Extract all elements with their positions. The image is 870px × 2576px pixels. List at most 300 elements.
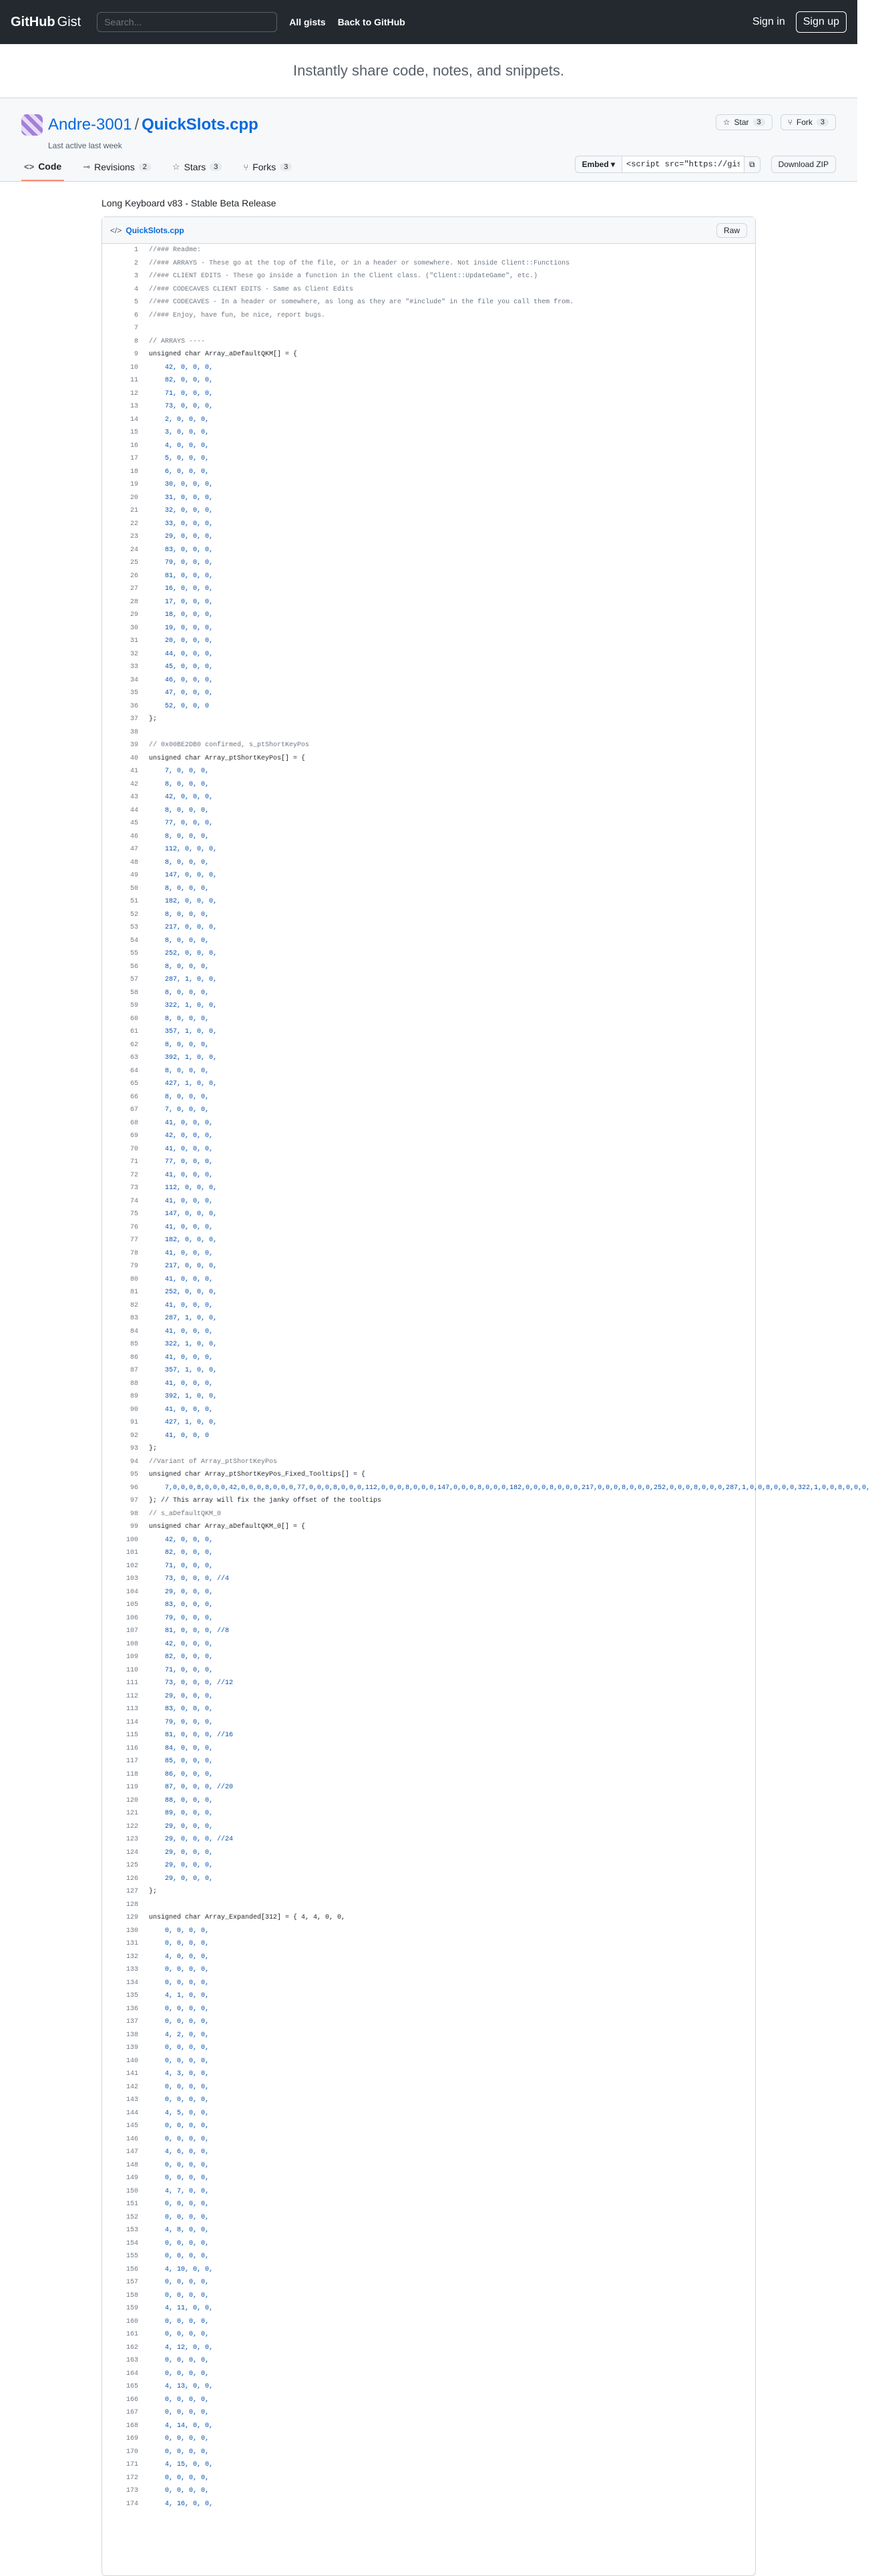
line-number[interactable]: 123: [126, 1836, 138, 1843]
line-number[interactable]: 46: [130, 832, 138, 840]
line-number[interactable]: 148: [126, 2161, 138, 2169]
line-number[interactable]: 10: [130, 363, 138, 371]
line-content: 29, 0, 0, 0,: [149, 533, 214, 540]
code-line: [102, 530, 755, 544]
line-number[interactable]: 85: [130, 1341, 138, 1348]
line-number[interactable]: 107: [126, 1627, 138, 1635]
line-number[interactable]: 40: [130, 754, 138, 762]
line-content: 16, 0, 0, 0,: [149, 585, 214, 593]
line-number[interactable]: 143: [126, 2096, 138, 2104]
embed-url-input[interactable]: [622, 156, 744, 173]
line-number[interactable]: 35: [130, 689, 138, 697]
line-number[interactable]: 118: [126, 1770, 138, 1778]
line-number[interactable]: 4: [134, 285, 138, 293]
line-number[interactable]: 42: [130, 780, 138, 788]
line-number[interactable]: 87: [130, 1367, 138, 1374]
line-number[interactable]: 135: [126, 1992, 138, 1999]
line-number[interactable]: 67: [130, 1106, 138, 1114]
line-content: 81, 0, 0, 0, //16: [149, 1732, 234, 1739]
code-line: [102, 1299, 755, 1313]
code-line: [102, 726, 755, 740]
line-number[interactable]: 80: [130, 1275, 138, 1283]
line-number[interactable]: 44: [130, 806, 138, 814]
line-number[interactable]: 83: [130, 1315, 138, 1322]
code-line: [102, 778, 755, 792]
line-number[interactable]: 144: [126, 2109, 138, 2117]
code-line: [102, 1416, 755, 1430]
line-number[interactable]: 109: [126, 1653, 138, 1661]
line-number[interactable]: 22: [130, 520, 138, 528]
star-label: Star: [734, 118, 749, 127]
line-number[interactable]: 45: [130, 820, 138, 827]
line-number[interactable]: 116: [126, 1744, 138, 1752]
line-content: 42, 0, 0, 0,: [149, 1640, 214, 1648]
line-number[interactable]: 17: [130, 455, 138, 462]
code-line: [102, 1873, 755, 1886]
line-number[interactable]: 141: [126, 2070, 138, 2078]
gist-filename-link[interactable]: QuickSlots.cpp: [142, 116, 258, 134]
line-number[interactable]: 28: [130, 598, 138, 606]
line-number[interactable]: 34: [130, 676, 138, 684]
github-gist-logo[interactable]: [11, 15, 81, 30]
line-number[interactable]: 63: [130, 1054, 138, 1062]
line-number[interactable]: 20: [130, 494, 138, 502]
tab-stars[interactable]: [170, 156, 224, 181]
line-content: //### ARRAYS - These go at the top of the file, or in a header or somewhere. Not inside Client::Functions: [149, 259, 570, 267]
file-header: [102, 217, 755, 244]
line-number[interactable]: 170: [126, 2448, 138, 2456]
line-number[interactable]: 1: [134, 247, 138, 254]
line-number[interactable]: 105: [126, 1601, 138, 1609]
line-content: 5, 0, 0, 0,: [149, 455, 210, 462]
line-number[interactable]: 115: [126, 1732, 138, 1739]
line-content: 0, 0, 0, 0,: [149, 1979, 210, 1987]
line-number[interactable]: 156: [126, 2265, 138, 2273]
line-number[interactable]: 61: [130, 1028, 138, 1035]
tab-revisions[interactable]: [80, 156, 154, 181]
line-number[interactable]: 125: [126, 1862, 138, 1869]
raw-button[interactable]: Raw: [716, 223, 747, 238]
nav-back-to-github[interactable]: Back to GitHub: [337, 17, 405, 27]
line-number[interactable]: 139: [126, 2044, 138, 2052]
line-number[interactable]: 68: [130, 1119, 138, 1127]
line-number[interactable]: 127: [126, 1888, 138, 1895]
line-number[interactable]: 164: [126, 2370, 138, 2378]
line-content: 79, 0, 0, 0,: [149, 559, 214, 567]
code-line: [102, 1781, 755, 1794]
line-number[interactable]: 37: [130, 715, 138, 723]
line-number[interactable]: 71: [130, 1158, 138, 1166]
line-number[interactable]: 152: [126, 2213, 138, 2221]
line-number[interactable]: 88: [130, 1380, 138, 1388]
line-number[interactable]: 145: [126, 2122, 138, 2130]
line-content: 392, 1, 0, 0,: [149, 1054, 218, 1062]
line-number[interactable]: 33: [130, 663, 138, 671]
code-line: [102, 1586, 755, 1599]
line-number[interactable]: 166: [126, 2396, 138, 2404]
nav-all-gists[interactable]: All gists: [289, 17, 326, 27]
line-number[interactable]: 93: [130, 1445, 138, 1452]
line-content: 0, 0, 0, 0,: [149, 2044, 210, 2052]
code-line: [102, 2342, 755, 2355]
line-number[interactable]: 147: [126, 2148, 138, 2156]
line-number[interactable]: 70: [130, 1145, 138, 1153]
line-number[interactable]: 126: [126, 1875, 138, 1883]
code-line: [102, 1612, 755, 1625]
line-content: 4, 5, 0, 0,: [149, 2109, 210, 2117]
line-number[interactable]: 117: [126, 1758, 138, 1765]
line-number[interactable]: 162: [126, 2344, 138, 2352]
line-content: 81, 0, 0, 0,: [149, 572, 214, 580]
code-line: [102, 400, 755, 414]
line-number[interactable]: 73: [130, 1184, 138, 1192]
line-number[interactable]: 158: [126, 2291, 138, 2299]
code-line: [102, 804, 755, 818]
line-number[interactable]: 90: [130, 1406, 138, 1414]
line-content: 18, 0, 0, 0,: [149, 611, 214, 619]
line-number[interactable]: 150: [126, 2187, 138, 2195]
code-line: [102, 1977, 755, 1990]
line-content: 41, 0, 0, 0,: [149, 1223, 214, 1231]
line-number[interactable]: 8: [134, 337, 138, 345]
line-number[interactable]: 78: [130, 1249, 138, 1257]
line-number[interactable]: 3: [134, 273, 138, 280]
line-content: //### Enjoy, have fun, be nice, report bugs.: [149, 311, 326, 319]
line-content: };: [149, 715, 158, 723]
line-number[interactable]: 60: [130, 1015, 138, 1023]
line-number[interactable]: 131: [126, 1940, 138, 1947]
line-number[interactable]: 82: [130, 1301, 138, 1309]
line-number[interactable]: 18: [130, 468, 138, 476]
line-number[interactable]: 69: [130, 1132, 138, 1140]
code-line: [102, 1468, 755, 1482]
line-number[interactable]: 89: [130, 1393, 138, 1400]
line-number[interactable]: 75: [130, 1211, 138, 1218]
line-number[interactable]: 38: [130, 728, 138, 736]
line-number[interactable]: 79: [130, 1263, 138, 1270]
line-content: 42, 0, 0, 0,: [149, 363, 214, 371]
line-number[interactable]: 59: [130, 1002, 138, 1009]
line-number[interactable]: 92: [130, 1432, 138, 1440]
line-number[interactable]: 32: [130, 650, 138, 658]
line-number[interactable]: 169: [126, 2435, 138, 2442]
line-number[interactable]: 132: [126, 1953, 138, 1961]
line-number[interactable]: 168: [126, 2422, 138, 2430]
line-number[interactable]: 140: [126, 2057, 138, 2065]
line-content: 6, 0, 0, 0,: [149, 468, 210, 476]
line-number[interactable]: 159: [126, 2305, 138, 2312]
line-number[interactable]: 65: [130, 1080, 138, 1088]
line-content: 82, 0, 0, 0,: [149, 1653, 214, 1661]
line-number[interactable]: 106: [126, 1614, 138, 1622]
line-content: 4, 10, 0, 0,: [149, 2265, 214, 2273]
line-content: 83, 0, 0, 0,: [149, 1706, 214, 1713]
line-content: 29, 0, 0, 0,: [149, 1692, 214, 1700]
embed-bar: [575, 156, 836, 173]
line-content: 41, 0, 0, 0,: [149, 1119, 214, 1127]
line-number[interactable]: 81: [130, 1289, 138, 1296]
line-number[interactable]: 76: [130, 1223, 138, 1231]
code-line: [102, 374, 755, 387]
line-number[interactable]: 41: [130, 768, 138, 775]
line-content: 86, 0, 0, 0,: [149, 1770, 214, 1778]
download-zip-button[interactable]: Download ZIP: [771, 156, 836, 173]
line-number[interactable]: 52: [130, 911, 138, 919]
line-number[interactable]: 171: [126, 2461, 138, 2468]
line-content: 112, 0, 0, 0,: [149, 846, 218, 853]
line-number[interactable]: 173: [126, 2487, 138, 2494]
embed-dropdown[interactable]: [575, 156, 622, 173]
line-number[interactable]: 160: [126, 2317, 138, 2325]
code-line: [102, 296, 755, 309]
line-number[interactable]: 149: [126, 2175, 138, 2182]
line-content: 41, 0, 0, 0,: [149, 1406, 214, 1414]
code-line: [102, 1260, 755, 1273]
code-line: [102, 2406, 755, 2420]
line-number[interactable]: 13: [130, 403, 138, 410]
line-number[interactable]: 134: [126, 1979, 138, 1987]
line-number[interactable]: 48: [130, 858, 138, 866]
line-number[interactable]: 111: [126, 1679, 138, 1687]
line-content: 0, 0, 0, 0,: [149, 2357, 210, 2364]
line-number[interactable]: 94: [130, 1458, 138, 1466]
line-content: 41, 0, 0, 0,: [149, 1327, 214, 1335]
line-number[interactable]: 96: [130, 1484, 138, 1492]
line-number[interactable]: 137: [126, 2018, 138, 2026]
line-content: 0, 0, 0, 0,: [149, 2018, 210, 2026]
line-content: 427, 1, 0, 0,: [149, 1080, 218, 1088]
code-line: [102, 1378, 755, 1391]
line-number[interactable]: 114: [126, 1718, 138, 1726]
line-number[interactable]: 72: [130, 1171, 138, 1179]
owner-link[interactable]: Andre-3001: [48, 116, 132, 134]
line-content: 81, 0, 0, 0, //8: [149, 1627, 230, 1635]
line-number[interactable]: 101: [126, 1549, 138, 1557]
line-number[interactable]: 154: [126, 2239, 138, 2247]
line-number[interactable]: 97: [130, 1497, 138, 1504]
line-content: 42, 0, 0, 0,: [149, 1132, 214, 1140]
line-number[interactable]: 110: [126, 1666, 138, 1674]
tab-code[interactable]: [21, 156, 64, 181]
line-number[interactable]: 172: [126, 2474, 138, 2482]
line-number[interactable]: 64: [130, 1067, 138, 1075]
line-number[interactable]: 77: [130, 1237, 138, 1244]
line-content: 87, 0, 0, 0, //20: [149, 1784, 234, 1791]
line-content: 0, 0, 0, 0,: [149, 2057, 210, 2065]
tab-forks[interactable]: [240, 156, 294, 181]
line-number[interactable]: 103: [126, 1575, 138, 1583]
copy-icon[interactable]: ⧉: [744, 156, 760, 173]
line-number[interactable]: 43: [130, 794, 138, 801]
line-number[interactable]: 129: [126, 1914, 138, 1921]
logo-github-text: GitHub: [11, 14, 55, 29]
line-number[interactable]: 91: [130, 1419, 138, 1426]
line-content: 83, 0, 0, 0,: [149, 546, 214, 554]
line-number[interactable]: 86: [130, 1353, 138, 1361]
line-number[interactable]: 51: [130, 898, 138, 905]
code-line: [102, 2380, 755, 2394]
avatar[interactable]: [21, 114, 43, 136]
line-content: 8, 0, 0, 0,: [149, 1015, 210, 1023]
fork-label: Fork: [796, 118, 813, 127]
search-input[interactable]: [97, 12, 277, 32]
star-button[interactable]: [716, 114, 773, 130]
code-line: [102, 2302, 755, 2315]
line-number[interactable]: 128: [126, 1901, 138, 1909]
code-line: [102, 2081, 755, 2094]
line-number[interactable]: 49: [130, 872, 138, 879]
code-line: [102, 2133, 755, 2146]
line-number[interactable]: 2: [134, 259, 138, 267]
line-number[interactable]: 24: [130, 546, 138, 554]
line-number[interactable]: 108: [126, 1640, 138, 1648]
line-content: 8, 0, 0, 0,: [149, 884, 210, 893]
code-line: [102, 765, 755, 778]
line-number[interactable]: 11: [130, 377, 138, 384]
line-number[interactable]: 130: [126, 1927, 138, 1935]
line-content: 4, 0, 0, 0,: [149, 442, 210, 450]
code-line: [102, 1807, 755, 1820]
line-number[interactable]: 113: [126, 1706, 138, 1713]
line-number[interactable]: 9: [134, 351, 138, 358]
line-content: 0, 0, 0, 0,: [149, 2396, 210, 2404]
line-number[interactable]: 99: [130, 1523, 138, 1531]
line-number[interactable]: 56: [130, 963, 138, 971]
code-line: [102, 2420, 755, 2433]
line-number[interactable]: 54: [130, 937, 138, 945]
line-number[interactable]: 29: [130, 611, 138, 619]
line-number[interactable]: 95: [130, 1471, 138, 1478]
line-number[interactable]: 26: [130, 572, 138, 580]
line-number[interactable]: 31: [130, 637, 138, 645]
line-number[interactable]: 155: [126, 2253, 138, 2260]
line-number[interactable]: 119: [126, 1784, 138, 1791]
line-number[interactable]: 53: [130, 924, 138, 931]
line-content: 7, 0, 0, 0,: [149, 768, 210, 775]
line-content: 0, 0, 0, 0,: [149, 2317, 210, 2325]
line-content: 8, 0, 0, 0,: [149, 1093, 210, 1101]
tab-forks-count: 3: [280, 163, 292, 171]
line-number[interactable]: 136: [126, 2005, 138, 2013]
line-number[interactable]: 14: [130, 416, 138, 424]
line-number[interactable]: 57: [130, 976, 138, 983]
line-content: 84, 0, 0, 0,: [149, 1744, 214, 1752]
code-line: [102, 635, 755, 648]
line-number[interactable]: 84: [130, 1327, 138, 1335]
line-number[interactable]: 15: [130, 429, 138, 436]
line-number[interactable]: 165: [126, 2383, 138, 2390]
code-line: [102, 504, 755, 518]
code-line: [102, 452, 755, 466]
line-number[interactable]: 124: [126, 1848, 138, 1857]
code-line: [102, 1351, 755, 1365]
line-number[interactable]: 12: [130, 389, 138, 397]
line-content: unsigned char Array_Expanded[312] = { 4, 4, 0, 0,: [149, 1914, 346, 1921]
line-number[interactable]: 133: [126, 1966, 138, 1973]
line-content: 0, 0, 0, 0,: [149, 2279, 210, 2286]
line-content: 0, 0, 0, 0,: [149, 2487, 210, 2494]
code-line: [102, 2276, 755, 2289]
line-number[interactable]: 151: [126, 2201, 138, 2208]
line-content: 73, 0, 0, 0,: [149, 403, 214, 410]
line-number[interactable]: 146: [126, 2135, 138, 2143]
line-number[interactable]: 122: [126, 1822, 138, 1830]
fork-button[interactable]: [781, 114, 836, 130]
line-number[interactable]: 100: [126, 1536, 138, 1544]
code-line: [102, 544, 755, 557]
line-number[interactable]: 153: [126, 2227, 138, 2234]
code-line: [102, 1729, 755, 1742]
sign-in-link[interactable]: Sign in: [752, 16, 785, 27]
line-number[interactable]: 112: [126, 1692, 138, 1700]
line-number[interactable]: 58: [130, 989, 138, 997]
line-content: 0, 0, 0, 0,: [149, 2135, 210, 2143]
sign-up-button[interactable]: Sign up: [796, 11, 847, 33]
line-content: 29, 0, 0, 0,: [149, 1862, 214, 1869]
line-content: 77, 0, 0, 0,: [149, 1158, 214, 1166]
line-number[interactable]: 98: [130, 1510, 138, 1518]
line-content: 89, 0, 0, 0,: [149, 1810, 214, 1817]
line-number[interactable]: 74: [130, 1197, 138, 1205]
line-number[interactable]: 16: [130, 442, 138, 450]
code-line: [102, 700, 755, 713]
line-content: 8, 0, 0, 0,: [149, 1041, 210, 1049]
line-number[interactable]: 142: [126, 2083, 138, 2091]
line-content: 252, 0, 0, 0,: [149, 950, 218, 957]
star-count: 3: [753, 118, 765, 126]
file-name-link[interactable]: QuickSlots.cpp: [126, 225, 184, 235]
line-number[interactable]: 174: [126, 2500, 138, 2508]
code-line: [102, 1560, 755, 1573]
code-line: [102, 2432, 755, 2446]
code-line: [102, 1859, 755, 1873]
line-number[interactable]: 120: [126, 1796, 138, 1804]
line-number[interactable]: 21: [130, 507, 138, 514]
line-number[interactable]: 50: [130, 884, 138, 893]
line-number[interactable]: 167: [126, 2409, 138, 2416]
line-content: 44, 0, 0, 0,: [149, 650, 214, 658]
line-number[interactable]: 47: [130, 846, 138, 853]
code-line: [102, 1937, 755, 1951]
line-number[interactable]: 27: [130, 585, 138, 593]
line-number[interactable]: 121: [126, 1810, 138, 1817]
line-number[interactable]: 104: [126, 1588, 138, 1596]
line-number[interactable]: 55: [130, 950, 138, 957]
line-number[interactable]: 163: [126, 2357, 138, 2364]
line-number[interactable]: 6: [134, 311, 138, 319]
code-line: [102, 1951, 755, 1964]
code-line: [102, 466, 755, 479]
line-number[interactable]: 157: [126, 2279, 138, 2286]
logo-gist-text: Gist: [57, 14, 81, 29]
line-number[interactable]: 39: [130, 742, 138, 749]
line-content: 4, 11, 0, 0,: [149, 2305, 214, 2312]
line-number[interactable]: 30: [130, 624, 138, 632]
line-number[interactable]: 7: [134, 325, 138, 332]
line-number[interactable]: 19: [130, 481, 138, 488]
line-number[interactable]: 161: [126, 2331, 138, 2338]
line-number[interactable]: 23: [130, 533, 138, 540]
line-content: 0, 0, 0, 0,: [149, 1966, 210, 1973]
line-number[interactable]: 36: [130, 702, 138, 710]
line-number[interactable]: 25: [130, 559, 138, 567]
line-number[interactable]: 62: [130, 1041, 138, 1049]
title-separator: /: [134, 116, 140, 134]
line-number[interactable]: 102: [126, 1562, 138, 1570]
line-number[interactable]: 138: [126, 2031, 138, 2039]
line-number[interactable]: 5: [134, 299, 138, 306]
line-number[interactable]: 66: [130, 1093, 138, 1101]
